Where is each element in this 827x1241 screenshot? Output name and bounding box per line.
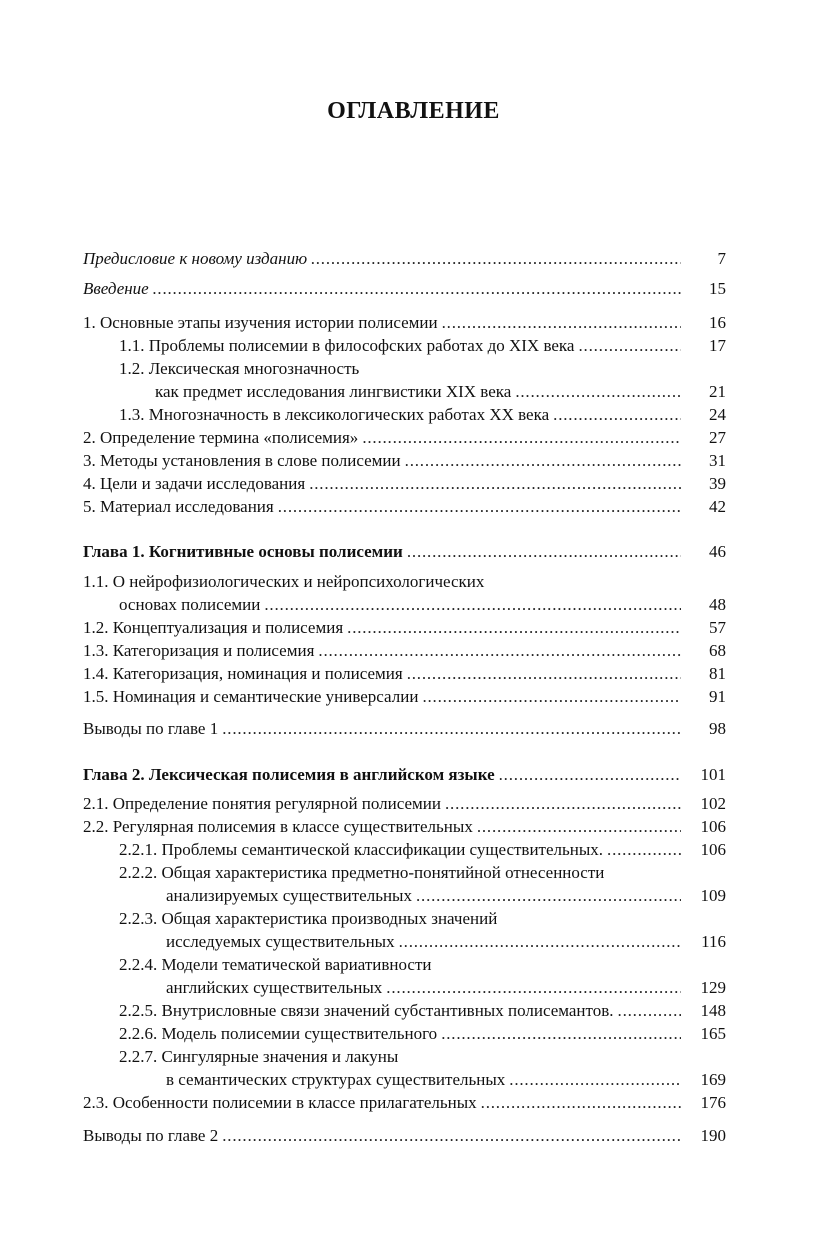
- toc-entry-title: 2.2.5. Внутрисловные связи значений субстантивных полисемантов.: [119, 1001, 614, 1020]
- toc-entry-title: 2.3. Особенности полисемии в классе прилагательных: [83, 1093, 477, 1112]
- toc-entry-page: 27: [709, 428, 726, 447]
- toc-entry-page: 116: [701, 932, 726, 951]
- toc-entry-title: Выводы по главе 1: [83, 719, 219, 738]
- leader-dots: [407, 540, 681, 564]
- toc-entry-page: 176: [700, 1093, 726, 1112]
- toc-entry-title: 1.5. Номинация и семантические универсалии: [83, 687, 419, 706]
- toc-entry-title: основах полисемии: [119, 595, 261, 614]
- toc-entry: [119, 593, 726, 617]
- leader-dots: [362, 426, 681, 450]
- toc-entry-title: исследуемых существительных: [166, 932, 395, 951]
- toc-entry-title: 2.2.6. Модель полисемии существительного: [119, 1024, 438, 1043]
- toc-entry-page: 24: [709, 405, 726, 424]
- leader-dots: [618, 999, 681, 1023]
- leader-dots: [445, 792, 681, 816]
- toc-entry-title: 2.2.7. Сингулярные значения и лакуны: [119, 1047, 399, 1066]
- toc-entry-title: в семантических структурах существительных: [166, 1070, 506, 1089]
- toc-entry: [119, 1022, 726, 1046]
- toc-entry-page: 148: [700, 1001, 726, 1020]
- leader-dots: [309, 472, 681, 496]
- leader-dots: [607, 838, 681, 862]
- toc-entry-title: 1.1. Проблемы полисемии в философских работах до XIX века: [119, 336, 575, 355]
- toc-entry-page: 190: [700, 1126, 726, 1145]
- toc-entry-title: 2.2.1. Проблемы семантической классификации существительных.: [119, 840, 604, 859]
- toc-entry: [119, 334, 726, 358]
- toc-entry-page: 39: [709, 474, 726, 493]
- leader-dots: [422, 685, 681, 709]
- leader-dots: [311, 247, 681, 271]
- toc-entry: [83, 685, 726, 709]
- toc-entry: [83, 311, 726, 335]
- toc-chapter-1: [83, 540, 726, 564]
- toc-entry: [83, 662, 726, 686]
- toc-entry: [83, 472, 726, 496]
- toc-entry-page: 106: [700, 817, 726, 836]
- toc-entry-page: 15: [709, 279, 726, 298]
- toc-entry-page: 102: [700, 794, 726, 813]
- toc-entry: [83, 815, 726, 839]
- toc-entry-title: Предисловие к новому изданию: [83, 249, 308, 268]
- leader-dots: [442, 311, 681, 335]
- toc-entry-page: 98: [709, 719, 726, 738]
- toc-entry-page: 101: [700, 765, 726, 784]
- toc-entry-title: 1.1. О нейрофизиологических и нейропсихологических: [83, 572, 485, 591]
- leader-dots: [222, 1124, 681, 1148]
- toc-entry-page: 16: [709, 313, 726, 332]
- leader-dots: [405, 449, 681, 473]
- toc-entry-page: 91: [709, 687, 726, 706]
- toc-entry-title: 1.3. Категоризация и полисемия: [83, 641, 315, 660]
- toc-entry-title: 1.2. Лексическая многозначность: [119, 359, 360, 378]
- toc-entry-page: 7: [717, 249, 726, 268]
- toc-entry-title: 2. Определение термина «полисемия»: [83, 428, 359, 447]
- toc-entry-page: 17: [709, 336, 726, 355]
- toc-entry-title: 1.3. Многозначность в лексикологических работах XX века: [119, 405, 550, 424]
- toc-chapter-2: [83, 763, 726, 787]
- toc-entry-page: 106: [700, 840, 726, 859]
- toc-entry: [83, 495, 726, 519]
- toc-entry-page: 109: [700, 886, 726, 905]
- toc-entry: [83, 449, 726, 473]
- toc-entry-title: Введение: [83, 279, 149, 298]
- chapter-title: Глава 1. Когнитивные основы полисемии: [83, 542, 403, 561]
- toc-entry-page: 48: [709, 595, 726, 614]
- toc-entry: [83, 616, 726, 640]
- toc-entry: [83, 1124, 726, 1148]
- toc-entry: [83, 1091, 726, 1115]
- leader-dots: [578, 334, 681, 358]
- leader-dots: [499, 763, 681, 787]
- toc-entry-preface: [83, 247, 726, 271]
- toc-entry: [119, 403, 726, 427]
- toc-entry-title: 2.2.2. Общая характеристика предметно-понятийной отнесенности: [119, 863, 605, 882]
- leader-dots: [509, 1068, 681, 1092]
- toc-entry-title: анализируемых существительных: [166, 886, 412, 905]
- toc-entry-title: 2.2.4. Модели тематической вариативности: [119, 955, 432, 974]
- toc-entry: [119, 999, 726, 1023]
- leader-dots: [318, 639, 681, 663]
- toc-entry: [83, 426, 726, 450]
- toc-entry-title: Выводы по главе 2: [83, 1126, 219, 1145]
- toc-entry-title: 2.2.3. Общая характеристика производных значений: [119, 909, 498, 928]
- toc-entry-page: 169: [700, 1070, 726, 1089]
- chapter-title: Глава 2. Лексическая полисемия в английском языке: [83, 765, 495, 784]
- leader-dots: [477, 815, 681, 839]
- leader-dots: [386, 976, 681, 1000]
- toc-entry-title: английских существительных: [166, 978, 383, 997]
- leader-dots: [481, 1091, 681, 1115]
- leader-dots: [407, 662, 681, 686]
- toc-entry: [166, 976, 726, 1000]
- toc-entry-title: 3. Методы установления в слове полисемии: [83, 451, 401, 470]
- toc-entry-title: 2.1. Определение понятия регулярной полисемии: [83, 794, 441, 813]
- toc-entry-title: 1.4. Категоризация, номинация и полисемия: [83, 664, 403, 683]
- toc-entry: [166, 884, 726, 908]
- leader-dots: [347, 616, 681, 640]
- toc-entry: [83, 792, 726, 816]
- leader-dots: [515, 380, 681, 404]
- leader-dots: [416, 884, 681, 908]
- leader-dots: [278, 495, 681, 519]
- leader-dots: [441, 1022, 681, 1046]
- leader-dots: [399, 930, 681, 954]
- toc-entry: [155, 380, 726, 404]
- leader-dots: [153, 277, 681, 301]
- page-title: ОГЛАВЛЕНИЕ: [327, 98, 500, 124]
- toc-entry: [119, 838, 726, 862]
- toc-entry: [166, 930, 726, 954]
- toc-entry-page: 31: [709, 451, 726, 470]
- leader-dots: [264, 593, 681, 617]
- toc-entry-page: 129: [700, 978, 726, 997]
- toc-entry: [166, 1068, 726, 1092]
- toc-entry-title: 4. Цели и задачи исследования: [83, 474, 306, 493]
- toc-entry-page: 21: [709, 382, 726, 401]
- toc-entry-title: 2.2. Регулярная полисемия в классе существительных: [83, 817, 473, 836]
- leader-dots: [222, 717, 681, 741]
- leader-dots: [553, 403, 681, 427]
- toc-entry-page: 57: [709, 618, 726, 637]
- toc-entry-intro: [83, 277, 726, 301]
- toc-entry-page: 81: [709, 664, 726, 683]
- toc-entry: [83, 639, 726, 663]
- toc-entry: [83, 717, 726, 741]
- toc-entry-page: 68: [709, 641, 726, 660]
- toc-entry-title: 1.2. Концептуализация и полисемия: [83, 618, 344, 637]
- toc-entry-title: как предмет исследования лингвистики XIX века: [155, 382, 512, 401]
- toc-entry-title: 1. Основные этапы изучения истории полисемии: [83, 313, 438, 332]
- toc-entry-page: 42: [709, 497, 726, 516]
- toc-entry-page: 165: [700, 1024, 726, 1043]
- toc-entry-page: 46: [709, 542, 726, 561]
- toc-entry-title: 5. Материал исследования: [83, 497, 274, 516]
